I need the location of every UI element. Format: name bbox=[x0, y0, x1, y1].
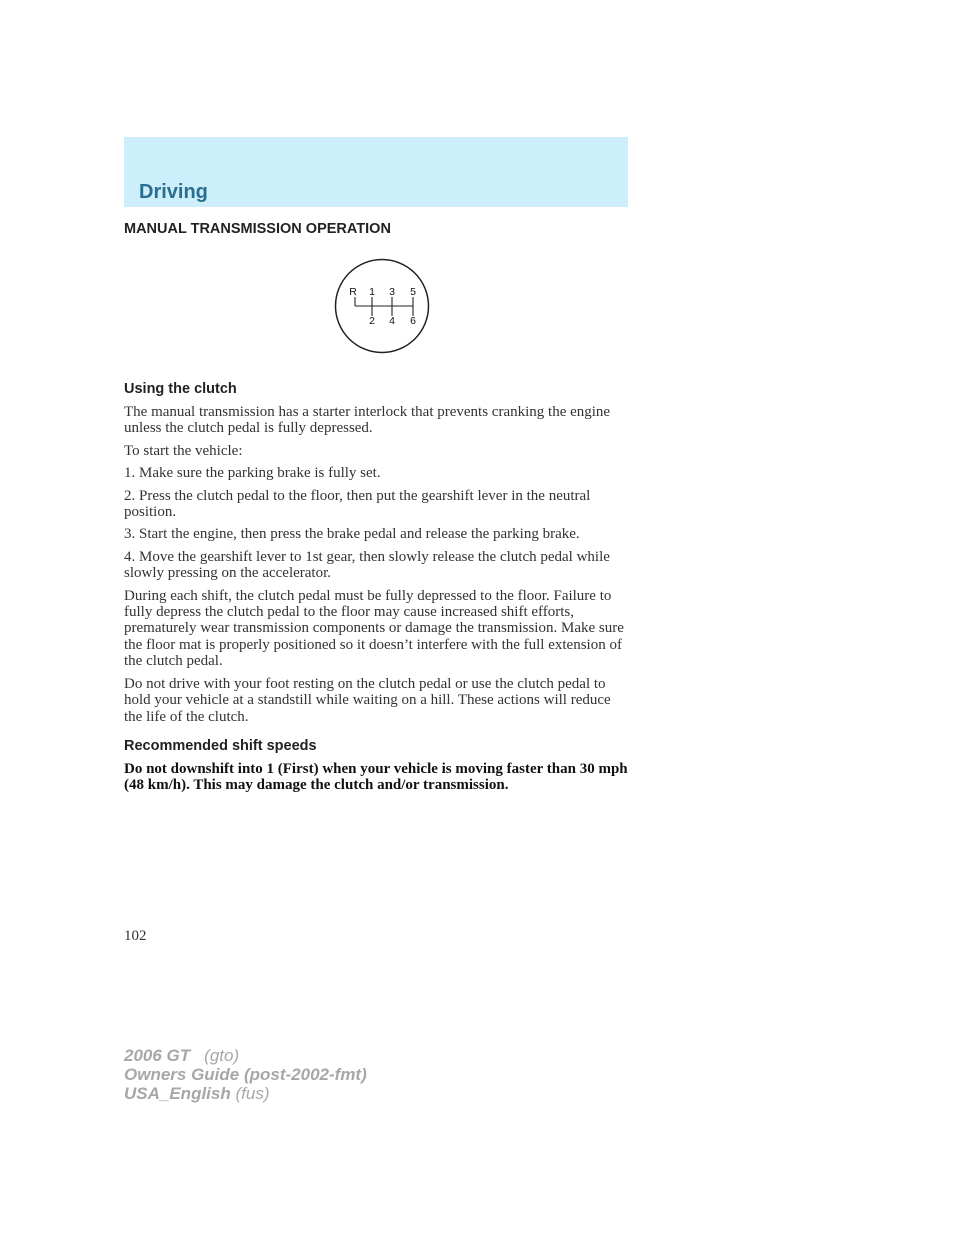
footer-locale-code: (fus) bbox=[235, 1084, 270, 1103]
footer-model: 2006 GT bbox=[124, 1046, 191, 1065]
step-item: 2. Press the clutch pedal to the floor, then put the gearshift lever in the neutral position. bbox=[124, 487, 591, 521]
gear-label-r: R bbox=[349, 286, 357, 298]
section-header-band bbox=[124, 137, 628, 207]
gear-label-3: 3 bbox=[389, 286, 395, 298]
main-content bbox=[124, 380, 629, 800]
page-heading: MANUAL TRANSMISSION OPERATION bbox=[124, 221, 391, 237]
subheading-using-clutch: Using the clutch bbox=[124, 381, 237, 397]
gear-label-2: 2 bbox=[369, 315, 375, 327]
document-footer bbox=[124, 1046, 367, 1103]
section-title: Driving bbox=[139, 181, 208, 203]
footer-locale: USA_English bbox=[124, 1084, 231, 1103]
gear-label-4: 4 bbox=[389, 315, 395, 327]
paragraph: To start the vehicle: bbox=[124, 442, 243, 459]
paragraph: Do not drive with your foot resting on the clutch pedal or use the clutch pedal to hold your vehicle at a standstill while waiting on a hill. These actions will reduce the life of the clutch. bbox=[124, 675, 611, 725]
gear-label-6: 6 bbox=[410, 315, 416, 327]
subheading-shift-speeds: Recommended shift speeds bbox=[124, 737, 317, 754]
paragraph: During each shift, the clutch pedal must be fully depressed to the floor. Failure to fully depress the clutch pedal to the floor may cause increased shift efforts, prematurely wear transmission components or damage the transmission. Make sure the floor mat is properly positioned so it doesn’t interfere with the full extension of the clutch pedal. bbox=[124, 587, 624, 670]
footer-model-code: (gto) bbox=[204, 1046, 240, 1065]
paragraph: The manual transmission has a starter interlock that prevents cranking the engine unless the clutch pedal is fully depressed. bbox=[124, 404, 611, 437]
step-item: 3. Start the engine, then press the brake pedal and release the parking brake. bbox=[124, 526, 580, 543]
step-item: 1. Make sure the parking brake is fully set. bbox=[124, 465, 381, 482]
gear-label-1: 1 bbox=[369, 286, 375, 298]
gear-shift-pattern-diagram bbox=[333, 257, 431, 355]
page-number: 102 bbox=[124, 928, 147, 944]
footer-guide: Owners Guide (post-2002-fmt) bbox=[124, 1065, 367, 1084]
gear-label-5: 5 bbox=[410, 286, 416, 298]
warning-text: Do not downshift into 1 (First) when your vehicle is moving faster than 30 mph (48 km/h). This may damage the clutch and/or transmission. bbox=[124, 760, 628, 794]
step-item: 4. Move the gearshift lever to 1st gear, then slowly release the clutch pedal while slowly pressing on the accelerator. bbox=[124, 548, 610, 582]
